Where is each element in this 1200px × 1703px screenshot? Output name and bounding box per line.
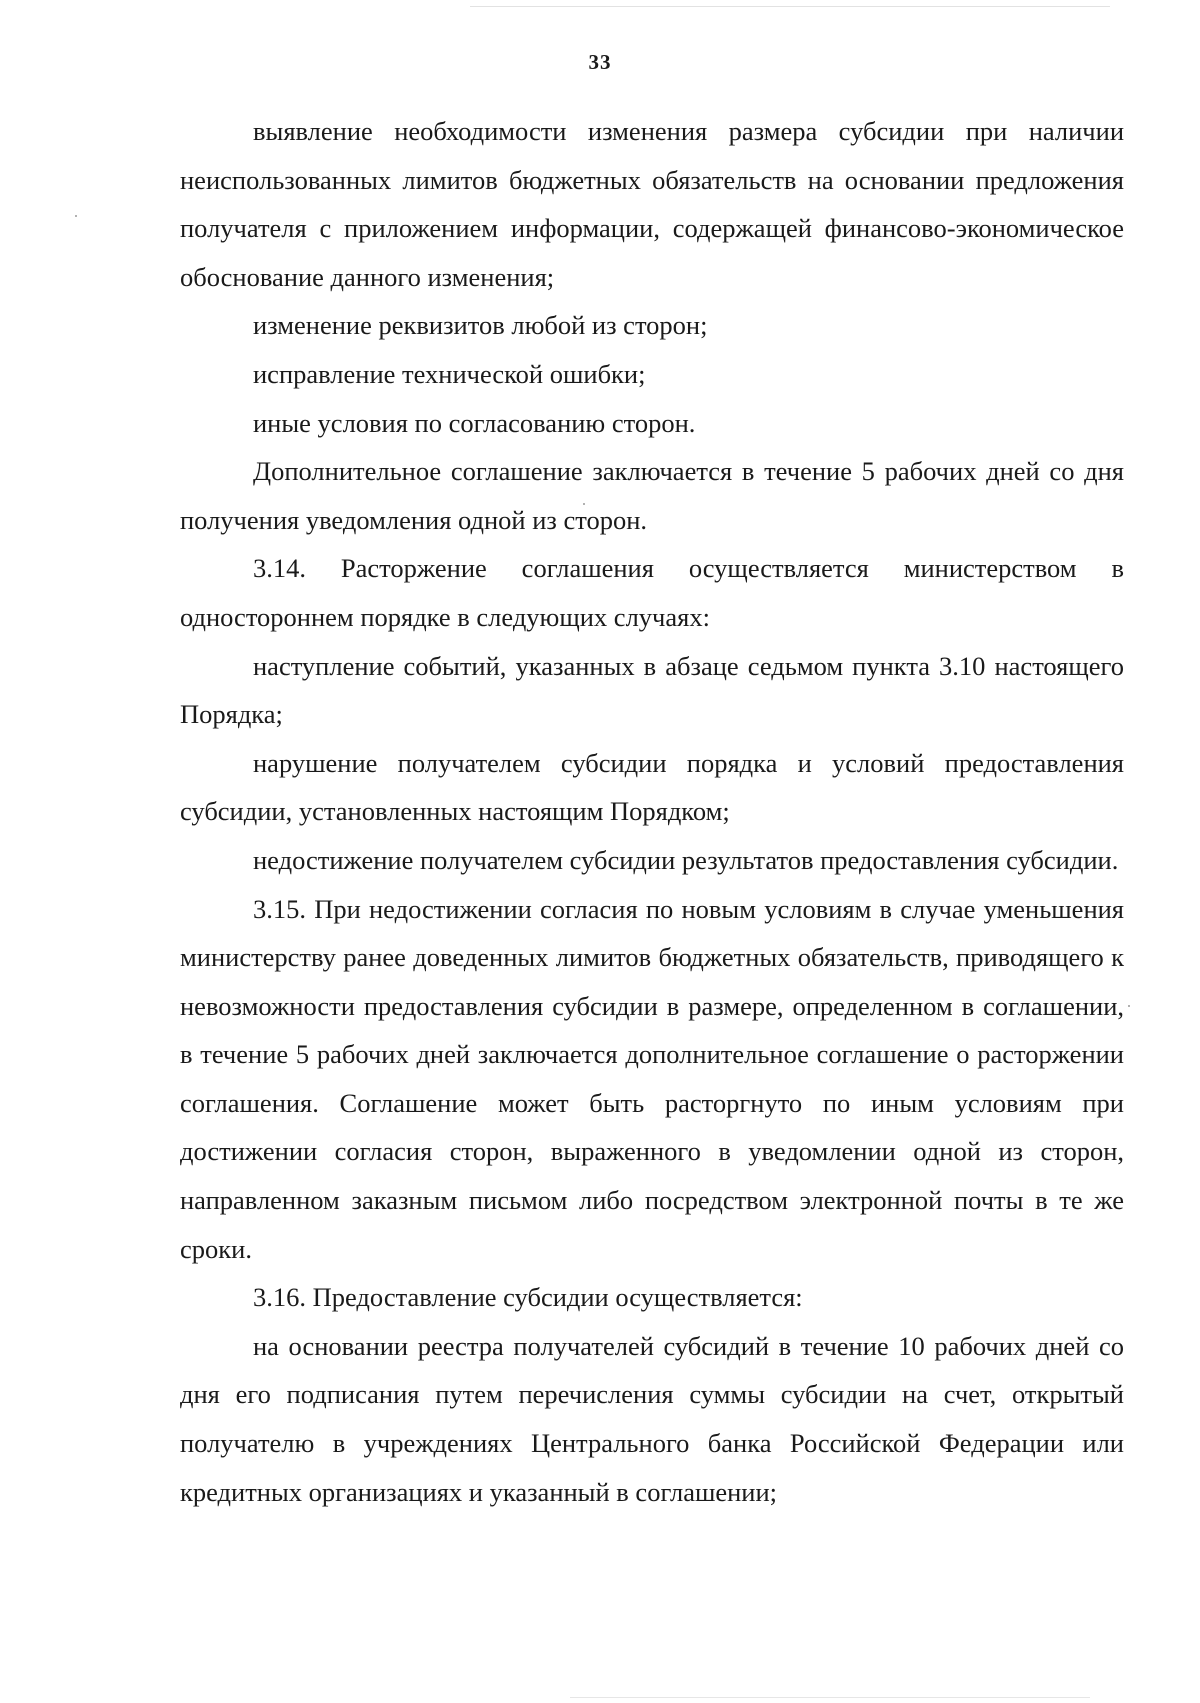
scan-artifact-top xyxy=(470,6,1110,7)
paragraph: Дополнительное соглашение заключается в течение 5 рабочих дней со дня получения уведомления одной из сторон. xyxy=(180,456,1124,535)
paragraph: иные условия по согласованию сторон. xyxy=(253,407,696,438)
paragraph: нарушение получателем субсидии порядка и условий предоставления субсидии, установленных настоящим Порядком; xyxy=(180,747,1124,827)
scan-artifact-dot xyxy=(75,215,77,217)
paragraph: недостижение получателем субсидии результатов предоставления субсидии. xyxy=(253,844,1119,875)
paragraph: наступление событий, указанных в абзаце седьмом пункта 3.10 настоящего Порядка; xyxy=(180,650,1124,730)
scan-artifact-dot xyxy=(1128,1005,1130,1007)
document-body xyxy=(180,107,1124,1516)
paragraph: выявление необходимости изменения размера субсидии при наличии неиспользованных лимитов бюджетных обязательств на основании предложения получателя с приложением информации, содержащей финансово-экономическое обоснование данного изменения; xyxy=(180,116,1124,292)
paragraph: 3.16. Предоставление субсидии осуществляется: xyxy=(253,1282,803,1313)
scan-artifact-bottom xyxy=(570,1697,1090,1698)
paragraph: исправление технической ошибки; xyxy=(253,358,646,389)
paragraph: изменение реквизитов любой из сторон; xyxy=(253,310,708,341)
page-number: 33 xyxy=(588,50,612,74)
paragraph: на основании реестра получателей субсидий в течение 10 рабочих дней со дня его подписания путем перечисления суммы субсидии на счет, открытый получателю в учреждениях Центрального банка Российской Федерации или кредитных организациях и указанный в соглашении; xyxy=(180,1330,1124,1507)
paragraph: 3.14. Расторжение соглашения осуществляется министерством в одностороннем порядке в следующих случаях: xyxy=(180,553,1124,632)
paragraph: 3.15. При недостижении согласия по новым условиям в случае уменьшения министерству ранее доведенных лимитов бюджетных обязательств, приводящего к невозможности предоставления субсидии в размере, определенном в соглашении, в течение 5 рабочих дней заключается дополнительное соглашение о расторжении соглашения. Соглашение может быть расторгнуто по иным условиям при достижении согласия сторон, выраженного в уведомлении одной из сторон, направленном заказным письмом либо посредством электронной почты в те же сроки. xyxy=(180,893,1124,1264)
